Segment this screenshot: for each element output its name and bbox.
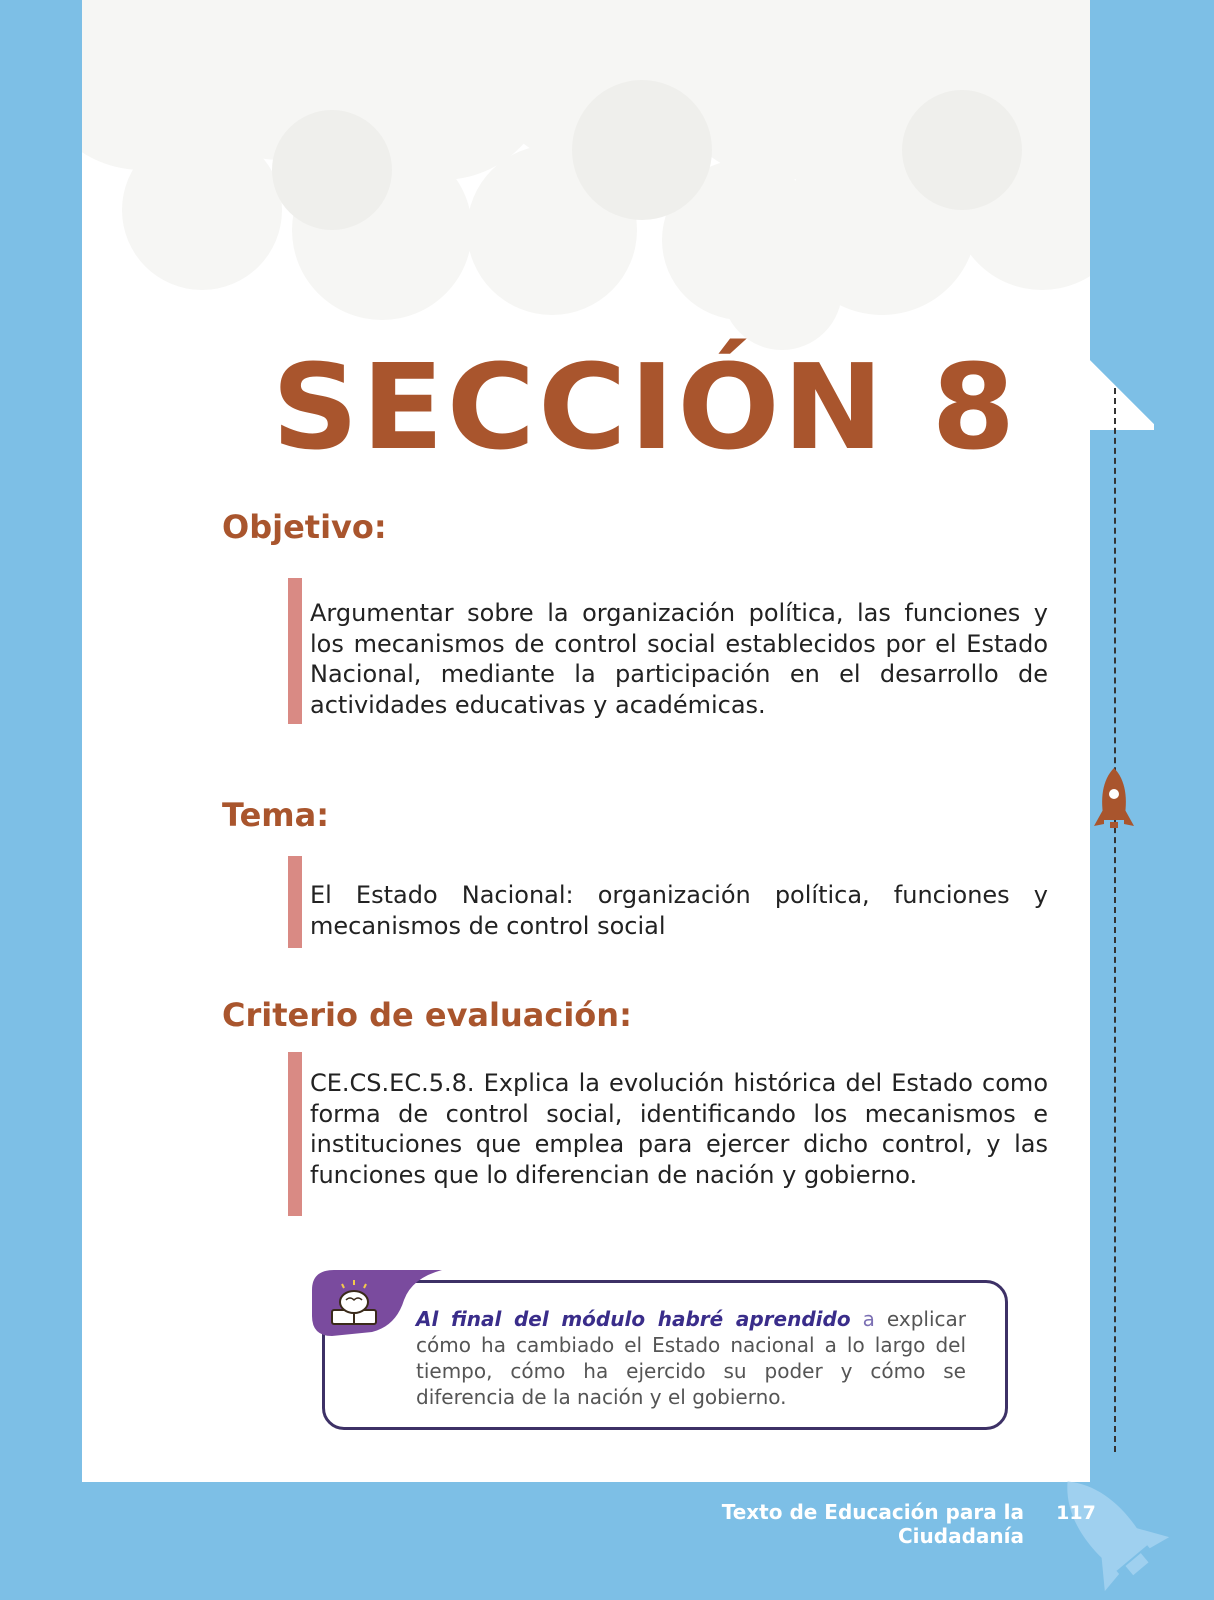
rocket-icon [1090, 766, 1138, 842]
callout-lead: Al final del módulo habré aprendido [416, 1307, 851, 1331]
callout-connector: a [862, 1307, 875, 1331]
callout-text [416, 1306, 966, 1410]
page-sheet [82, 0, 1154, 1482]
section-title: SECCIÓN 8 [271, 338, 1019, 476]
objetivo-text: Argumentar sobre la organización política, las funciones y los mecanismos de control social establecidos por el Estado Nacional, mediante la participación en el desarrollo de actividades educativas y académicas. [310, 599, 1048, 719]
criterio-text: CE.CS.EC.5.8. Explica la evolución histórica del Estado como forma de control social, identificando los mecanismos e instituciones que emplea para ejercer dicho control, y las funciones que lo diferencian de nación y gobierno. [310, 1069, 1048, 1189]
objetivo-bar [288, 578, 302, 724]
criterio-bar [288, 1052, 302, 1216]
callout-body: explicar cómo ha cambiado el Estado nacional a lo largo del tiempo, cómo ha ejercido su poder y cómo se diferencia de la nación y el gobierno. [416, 1307, 966, 1409]
objetivo-heading: Objetivo: [222, 508, 387, 546]
tema-bar [288, 856, 302, 948]
tema-text: El Estado Nacional: organización política, funciones y mecanismos de control social [310, 881, 1048, 940]
footer-rocket-icon [1050, 1462, 1170, 1600]
cloud-background [82, 0, 1154, 360]
tema-heading: Tema: [222, 796, 330, 834]
dashed-guide-line [1114, 388, 1116, 1452]
book-title: Texto de Educación para la Ciudadanía [721, 1500, 1024, 1548]
side-tab [1090, 0, 1160, 1482]
page-number: 117 [1056, 1502, 1096, 1524]
criterio-heading: Criterio de evaluación: [222, 996, 632, 1034]
